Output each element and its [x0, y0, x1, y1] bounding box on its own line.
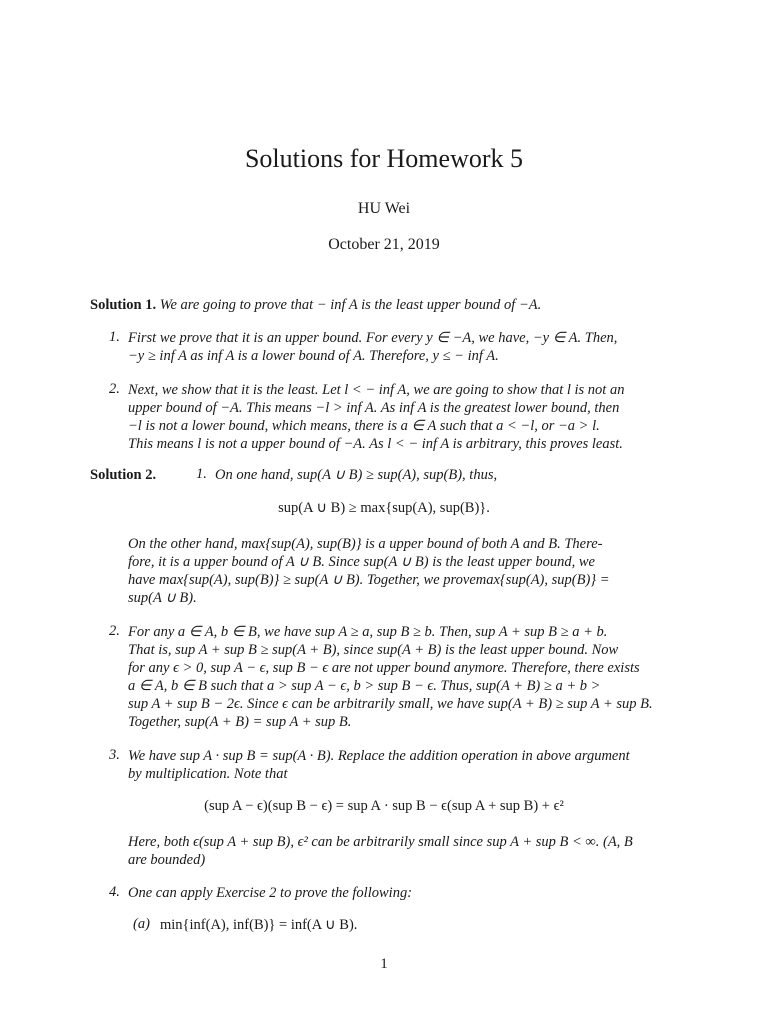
page-number: 1 — [380, 956, 388, 972]
solution-2-item-2-line-2: That is, sup A + sup B ≥ sup(A + B), since sup(A + B) is the least upper bound. Now — [128, 642, 619, 658]
solution-1-item-2-number: 2. — [109, 381, 120, 397]
solution-2-item-4a-text: min{inf(A), inf(B)} = inf(A ∪ B). — [160, 917, 358, 933]
solution-1-item-1-line-2: −y ≥ inf A as inf A is a lower bound of A. Therefore, y ≤ − inf A. — [128, 348, 499, 364]
author-name: HU Wei — [357, 200, 411, 217]
solution-1-item-2-line-4: This means l is not a upper bound of −A. As l < − inf A is arbitrary, this proves least. — [128, 436, 623, 452]
solution-2-item-3-line-4: are bounded) — [128, 852, 206, 868]
solution-2-item-1-line-2: On the other hand, max{sup(A), sup(B)} is a upper bound of both A and B. There- — [128, 536, 603, 552]
solution-1-label: Solution 1. — [90, 297, 157, 313]
solution-2-item-4a-number: (a) — [133, 916, 150, 932]
solution-2-item-1-number: 1. — [196, 466, 207, 482]
solution-2-item-2-line-6: Together, sup(A + B) = sup A + sup B. — [128, 714, 352, 730]
solution-2-item-4-line-1: One can apply Exercise 2 to prove the following: — [128, 885, 413, 901]
solution-1-intro: We are going to prove that − inf A is the least upper bound of −A. — [159, 297, 542, 313]
document-title: Solutions for Homework 5 — [244, 144, 524, 173]
solution-1-item-1-number: 1. — [109, 329, 120, 345]
solution-2-label: Solution 2. — [90, 467, 157, 483]
solution-2-item-3-line-2: by multiplication. Note that — [128, 766, 288, 782]
solution-2-item-2-line-1: For any a ∈ A, b ∈ B, we have sup A ≥ a, sup B ≥ b. Then, sup A + sup B ≥ a + b. — [128, 624, 608, 640]
solution-1-item-2-line-1: Next, we show that it is the least. Let l < − inf A, we are going to show that l is not an — [128, 382, 625, 398]
solution-2-item-3-line-1: We have sup A · sup B = sup(A · B). Replace the addition operation in above argument — [128, 748, 630, 764]
solution-2-item-2-number: 2. — [109, 623, 120, 639]
solution-2-item-2-line-3: for any ϵ > 0, sup A − ϵ, sup B − ϵ are not upper bound anymore. Therefore, there exists — [128, 660, 640, 676]
solution-2-item-1-line-1: On one hand, sup(A ∪ B) ≥ sup(A), sup(B), thus, — [215, 467, 498, 483]
solution-1-heading — [90, 296, 541, 314]
solution-2-item-4-number: 4. — [109, 884, 120, 900]
solution-1-item-2-line-2: upper bound of −A. This means −l > inf A. As inf A is the greatest lower bound, then — [128, 400, 620, 416]
solution-1-item-2-line-3: −l is not a lower bound, which means, there is a ∈ A such that a < −l, or −a > l. — [128, 418, 600, 434]
solution-2-item-3-number: 3. — [109, 747, 120, 763]
solution-2-item-3-equation: (sup A − ϵ)(sup B − ϵ) = sup A · sup B − ϵ(sup A + sup B) + ϵ² — [204, 798, 564, 814]
solution-1-item-1-line-1: First we prove that it is an upper bound. For every y ∈ −A, we have, −y ∈ A. Then, — [128, 330, 618, 346]
solution-2-item-2-line-4: a ∈ A, b ∈ B such that a > sup A − ϵ, b > sup B − ϵ. Thus, sup(A + B) ≥ a + b > — [128, 678, 601, 694]
solution-2-item-1-line-3: fore, it is a upper bound of A ∪ B. Since sup(A ∪ B) is the least upper bound, we — [128, 554, 595, 570]
document-date: October 21, 2019 — [328, 236, 440, 253]
solution-2-item-3-line-3: Here, both ϵ(sup A + sup B), ϵ² can be arbitrarily small since sup A + sup B < ∞. (A, B — [128, 834, 633, 850]
solution-2-item-1-equation: sup(A ∪ B) ≥ max{sup(A), sup(B)}. — [278, 500, 490, 516]
solution-2-item-1-line-4: have max{sup(A), sup(B)} ≥ sup(A ∪ B). Together, we provemax{sup(A), sup(B)} = — [128, 572, 610, 588]
solution-2-item-1-line-5: sup(A ∪ B). — [128, 590, 197, 606]
solution-2-item-2-line-5: sup A + sup B − 2ϵ. Since ϵ can be arbitrarily small, we have sup(A + B) ≥ sup A + sup B. — [128, 696, 653, 712]
